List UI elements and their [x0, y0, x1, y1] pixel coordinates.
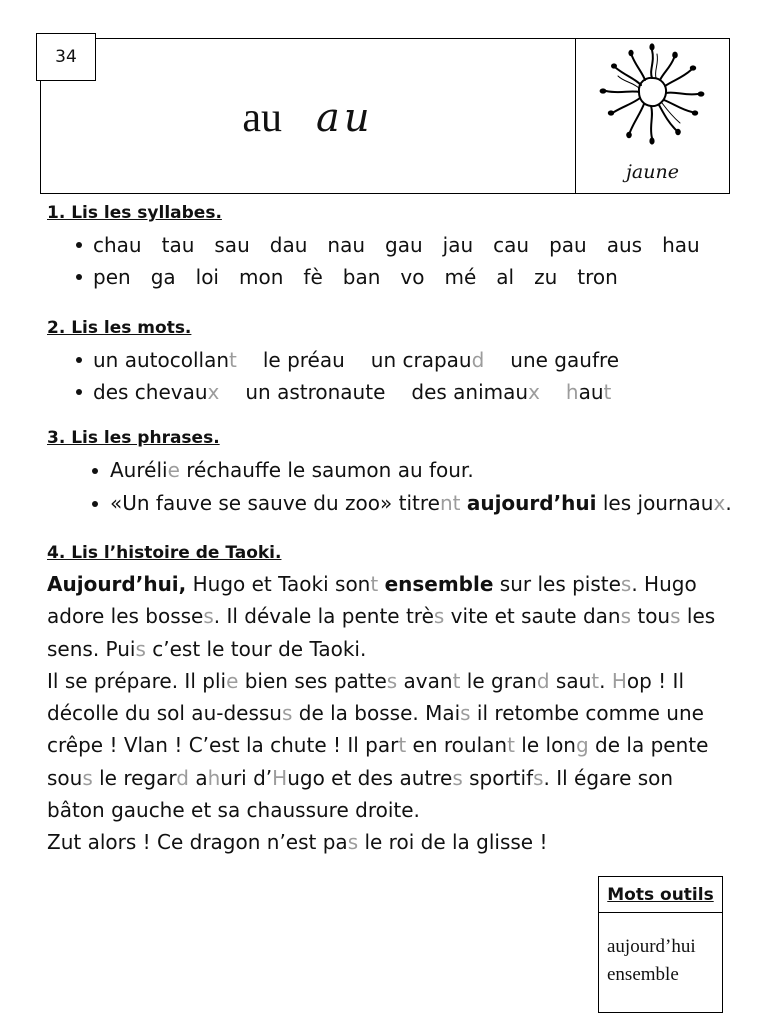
text-run: fè	[303, 265, 323, 289]
word	[93, 344, 237, 376]
color-label: jaune	[626, 161, 679, 183]
text-run: .	[599, 668, 612, 693]
word	[411, 376, 540, 408]
text-run: sportif	[462, 765, 534, 790]
sentence	[110, 487, 732, 520]
text-run: le regar	[92, 765, 177, 790]
syllable	[444, 261, 476, 293]
text-run: mon	[239, 265, 284, 289]
text-run: un astronaute	[245, 380, 386, 404]
exercise-syllables	[47, 203, 700, 293]
mots-outils-box	[598, 876, 723, 1013]
exercise-heading: 3. Lis les phrases.	[47, 428, 220, 448]
syllable	[385, 229, 423, 261]
text-run: tau	[161, 233, 195, 257]
text-run: des chevau	[93, 380, 208, 404]
mot-outil: ensemble	[607, 964, 679, 985]
syllable	[93, 261, 131, 293]
word-list	[93, 376, 611, 408]
text-run: les	[680, 604, 716, 629]
color-picture-cell	[575, 39, 729, 193]
bold-word: Aujourd’hui,	[47, 572, 187, 596]
bullet-dot	[76, 274, 82, 280]
text-run: mé	[444, 265, 477, 289]
text-run: c’est le tour de Taoki.	[145, 636, 367, 661]
silent-letter: x	[713, 491, 726, 515]
syllable-list	[93, 229, 700, 261]
silent-letter: s	[670, 604, 681, 629]
syllable	[493, 229, 529, 261]
word	[263, 344, 345, 376]
text-run: op ! Il	[626, 668, 685, 693]
text-run: avan	[397, 668, 453, 693]
text-run: ugo et des autre	[287, 765, 453, 790]
word-list	[93, 344, 619, 376]
sound-print: au	[242, 95, 283, 141]
syllable	[239, 261, 283, 293]
syllable	[577, 261, 618, 293]
text-run: aus	[606, 233, 643, 257]
text-run: ban	[342, 265, 381, 289]
story-text	[47, 568, 715, 859]
word	[245, 376, 385, 408]
story-line	[47, 633, 715, 665]
text-run: un crapau	[370, 348, 472, 372]
bullet-dot	[92, 468, 98, 474]
syllable-line	[47, 229, 700, 261]
text-run: .	[725, 491, 732, 515]
text-run: hau	[662, 233, 700, 257]
story-line	[47, 568, 715, 600]
text-run: de la pente	[588, 733, 709, 758]
text-run: cau	[493, 233, 530, 257]
syllable	[196, 261, 219, 293]
bullet-dot	[92, 501, 98, 507]
syllable	[270, 229, 308, 261]
silent-letter: x	[207, 380, 220, 404]
mots-outils-list	[599, 913, 722, 989]
syllable	[151, 261, 176, 293]
text-run: des animau	[411, 380, 529, 404]
text-run: . Il égare son	[543, 765, 674, 790]
text-run: gau	[385, 233, 423, 257]
text-run: pau	[549, 233, 587, 257]
word	[510, 344, 619, 376]
story-line	[47, 697, 715, 729]
text-run: jau	[442, 233, 474, 257]
text-run: Il se prépare. Il pli	[47, 668, 227, 693]
syllable	[496, 261, 514, 293]
text-run: bien ses patte	[238, 668, 387, 693]
exercise-heading: 1. Lis les syllabes.	[47, 203, 222, 223]
story-line	[47, 826, 715, 858]
bold-word: aujourd’hui	[466, 491, 597, 515]
story-line	[47, 794, 715, 826]
story-line	[47, 729, 715, 761]
story-line	[47, 762, 715, 794]
silent-letter: s	[533, 765, 544, 790]
syllable	[93, 229, 142, 261]
syllable	[607, 229, 642, 261]
silent-letter: t	[591, 668, 600, 693]
text-run: sau	[214, 233, 250, 257]
sun-icon	[594, 40, 712, 154]
silent-letter: s	[82, 765, 93, 790]
silent-letter: g	[575, 733, 589, 758]
silent-letter: H	[611, 668, 627, 693]
silent-letter: nt	[439, 491, 461, 515]
text-run: vo	[400, 265, 425, 289]
sentence-text	[110, 487, 732, 520]
text-run: bâton gauche et sa chaussure droite.	[47, 798, 420, 823]
syllable	[443, 229, 474, 261]
silent-letter: t	[229, 348, 237, 372]
sentence-text	[110, 454, 474, 487]
silent-letter: t	[398, 733, 407, 758]
text-run: zu	[534, 265, 558, 289]
text-run: vite et saute dan	[444, 604, 621, 629]
word	[93, 376, 219, 408]
word	[371, 344, 485, 376]
text-run: a	[188, 765, 208, 790]
text-run: décolle du sol au-dessu	[47, 701, 282, 726]
text-run: chau	[93, 233, 142, 257]
silent-letter: d	[471, 348, 485, 372]
word-line	[47, 376, 619, 408]
text-run: Zut alors ! Ce dragon n’est pa	[47, 830, 348, 855]
sound-cursive: au	[316, 95, 374, 141]
silent-letter: e	[226, 668, 239, 693]
silent-letter: x	[528, 380, 540, 404]
silent-letter: s	[386, 668, 398, 693]
text-run: tron	[577, 265, 618, 289]
text-run: réchauffe le saumon au four.	[179, 458, 474, 482]
bold-word: ensemble	[384, 572, 494, 596]
syllable	[162, 229, 195, 261]
bullet-dot	[76, 357, 82, 363]
word	[566, 376, 611, 408]
syllable-list	[93, 261, 618, 293]
bullet-list	[47, 344, 619, 408]
silent-letter: t	[603, 380, 612, 404]
text-run: un autocollan	[93, 348, 229, 372]
text-run: loi	[195, 265, 219, 289]
bullet-dot	[76, 242, 82, 248]
text-run: ga	[150, 265, 176, 289]
silent-letter: s	[347, 830, 359, 855]
syllable	[327, 229, 365, 261]
story-line	[47, 665, 715, 697]
syllable	[534, 261, 557, 293]
silent-letter: d	[176, 765, 189, 790]
silent-letter: s	[460, 701, 471, 726]
lesson-number: 34	[36, 33, 96, 81]
syllable	[343, 261, 381, 293]
text-run: il retombe comme une	[470, 701, 704, 726]
bullet-list	[47, 454, 732, 520]
text-run: . Il dévale la pente trè	[213, 604, 434, 629]
text-run: au	[578, 380, 604, 404]
silent-letter: s	[620, 572, 632, 596]
text-run: pen	[93, 265, 131, 289]
text-run: une gaufre	[510, 348, 620, 372]
text-run: le préau	[262, 348, 345, 372]
syllable	[549, 229, 587, 261]
lesson-header	[40, 38, 730, 194]
mots-outils-heading: Mots outils	[599, 877, 722, 913]
text-run: nau	[327, 233, 365, 257]
text-run: Hugo et Taoki son	[186, 572, 371, 596]
silent-letter: s	[203, 604, 214, 629]
text-run: en roulan	[406, 733, 508, 758]
mot-outil: aujourd’hui	[607, 936, 696, 957]
bullet-list	[47, 229, 700, 293]
text-run: dau	[269, 233, 308, 257]
silent-letter: e	[167, 458, 180, 482]
silent-letter: t	[507, 733, 515, 758]
syllable	[662, 229, 700, 261]
text-run: adore les bosse	[47, 604, 204, 629]
silent-letter: s	[433, 604, 445, 629]
text-run: le lon	[514, 733, 576, 758]
silent-letter: h	[565, 380, 579, 404]
text-run: al	[496, 265, 515, 289]
bullet-dot	[76, 389, 82, 395]
text-run: de la bosse. Mai	[292, 701, 461, 726]
text-run: uri d’	[220, 765, 273, 790]
exercise-words	[47, 318, 619, 408]
sentence-line	[47, 454, 732, 487]
syllable	[400, 261, 424, 293]
text-run: Auréli	[110, 458, 168, 482]
text-run: sens. Pui	[47, 636, 136, 661]
text-run: le roi de la glisse !	[358, 830, 548, 855]
silent-letter: t	[370, 572, 379, 596]
text-run: sau	[549, 668, 592, 693]
text-run: sou	[47, 765, 83, 790]
silent-letter: H	[272, 765, 288, 790]
exercise-heading: 4. Lis l’histoire de Taoki.	[47, 543, 282, 563]
sentence-line	[47, 487, 732, 520]
silent-letter: d	[536, 668, 550, 693]
text-run: «Un fauve se sauve du zoo» titre	[110, 491, 440, 515]
sound-title	[41, 39, 575, 193]
silent-letter: h	[207, 765, 221, 790]
text-run: tou	[631, 604, 671, 629]
story-line	[47, 600, 715, 632]
text-run: . Hugo	[631, 572, 697, 596]
silent-letter: s	[620, 604, 631, 629]
silent-letter: s	[135, 636, 146, 661]
sentence	[110, 454, 474, 487]
silent-letter: s	[281, 701, 293, 726]
silent-letter: s	[452, 765, 463, 790]
exercise-heading: 2. Lis les mots.	[47, 318, 192, 338]
syllable	[214, 229, 249, 261]
silent-letter: t	[452, 668, 461, 693]
syllable	[303, 261, 322, 293]
text-run: le gran	[460, 668, 537, 693]
story-section	[47, 543, 715, 859]
text-run: crêpe ! Vlan ! C’est la chute ! Il par	[47, 733, 399, 758]
word-line	[47, 344, 619, 376]
text-run: sur les piste	[493, 572, 621, 596]
text-run: les journau	[596, 491, 714, 515]
exercise-sentences	[47, 428, 732, 520]
syllable-line	[47, 261, 700, 293]
